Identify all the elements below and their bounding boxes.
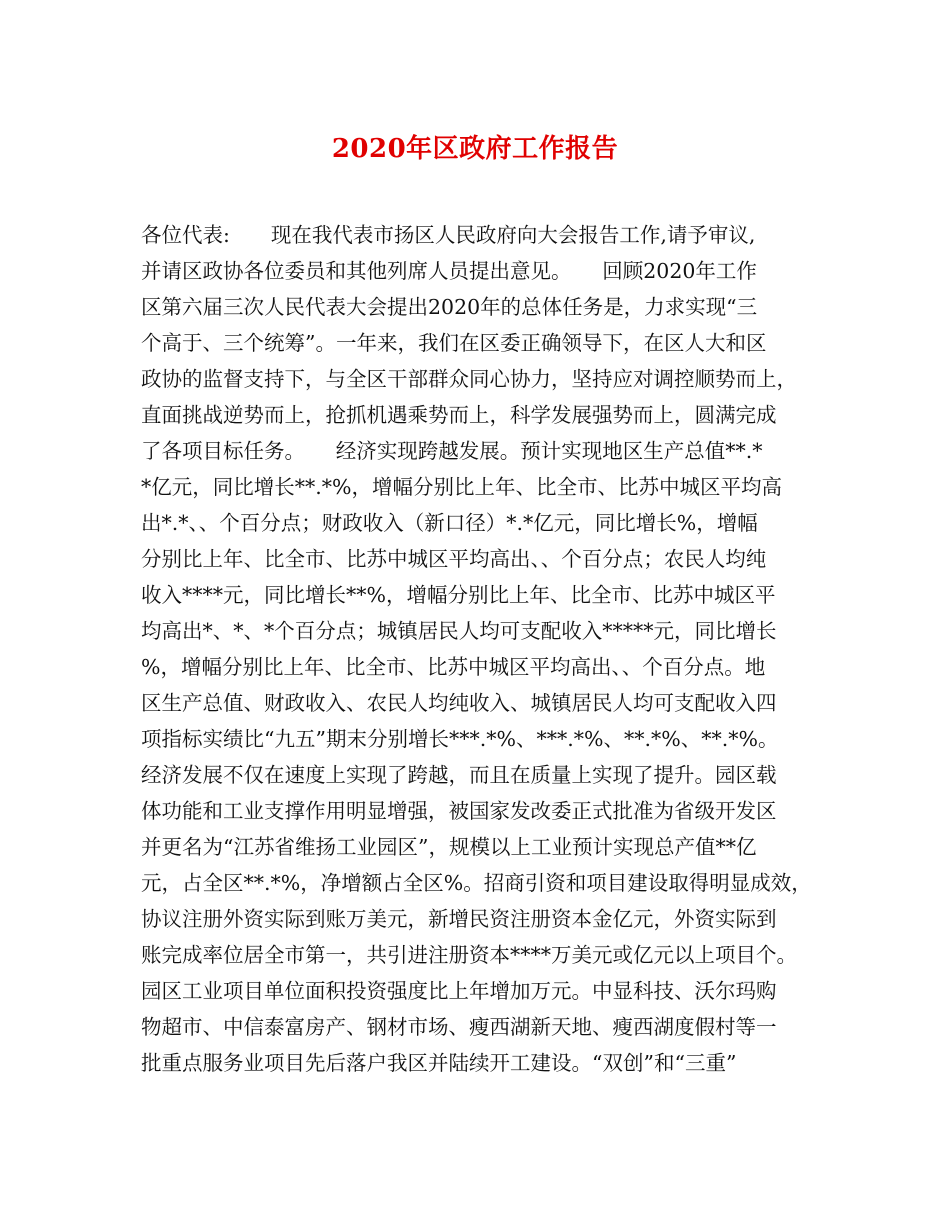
body-line: 物超市、中信泰富房产、钢材市场、瘦西湖新天地、瘦西湖度假村等一 (141, 1015, 777, 1039)
body-line: 园区工业项目单位面积投资强度比上年增加万元。中显科技、沃尔玛购 (141, 979, 777, 1003)
body-line: 账完成率位居全市第一，共引进注册资本****万美元或亿元以上项目个。 (141, 943, 797, 967)
body-line: 出*.*、、个百分点；财政收入（新口径）*.*亿元，同比增长%，增幅 (141, 511, 758, 535)
body-line: 个高于、三个统筹”。一年来，我们在区委正确领导下，在区人大和区 (141, 331, 767, 355)
body-line: 各位代表: 现在我代表市扬区人民政府向大会报告工作,请予审议, (141, 223, 756, 247)
body-line: %，增幅分别比上年、比全市、比苏中城区平均高出、、个百分点。地 (141, 655, 766, 679)
body-line: 元，占全区**.*%，净增额占全区%。招商引资和项目建设取得明显成效， (141, 871, 812, 895)
body-line: 并请区政协各位委员和其他列席人员提出意见。 回顾2020年工作 (141, 259, 757, 283)
body-line: 直面挑战逆势而上，抢抓机遇乘势而上，科学发展强势而上，圆满完成 (141, 403, 777, 427)
body-line: 收入****元，同比增长**%，增幅分别比上年、比全市、比苏中城区平 (141, 583, 776, 607)
document-title: 2020年区政府工作报告 (331, 134, 619, 164)
body-line: 了各项目标任务。 经济实现跨越发展。预计实现地区生产总值**.* (141, 439, 763, 463)
body-line: 经济发展不仅在速度上实现了跨越，而且在质量上实现了提升。园区载 (141, 763, 777, 787)
body-line: 协议注册外资实际到账万美元，新增民资注册资本金亿元，外资实际到 (141, 907, 777, 931)
body-line: *亿元，同比增长**.*%，增幅分别比上年、比全市、比苏中城区平均高 (141, 475, 782, 499)
body-line: 区生产总值、财政收入、农民人均纯收入、城镇居民人均可支配收入四 (141, 691, 777, 715)
body-line: 体功能和工业支撑作用明显增强，被国家发改委正式批准为省级开发区 (141, 799, 777, 823)
body-line: 并更名为“江苏省维扬工业园区”，规模以上工业预计实现总产值**亿 (141, 835, 757, 859)
body-line: 政协的监督支持下，与全区干部群众同心协力，坚持应对调控顺势而上， (141, 367, 797, 391)
body-line: 均高出*、*、*个百分点；城镇居民人均可支配收入*****元，同比增长 (141, 619, 777, 643)
body-line: 分别比上年、比全市、比苏中城区平均高出、、个百分点；农民人均纯 (141, 547, 767, 571)
body-line: 批重点服务业项目先后落户我区并陆续开工建设。“双创”和“三重” (141, 1051, 737, 1075)
body-line: 区第六届三次人民代表大会提出2020年的总体任务是，力求实现“三 (141, 295, 758, 319)
body-line: 项指标实绩比“九五”期末分别增长***.*%、***.*%、**.*%、**.*%。 (141, 727, 779, 751)
